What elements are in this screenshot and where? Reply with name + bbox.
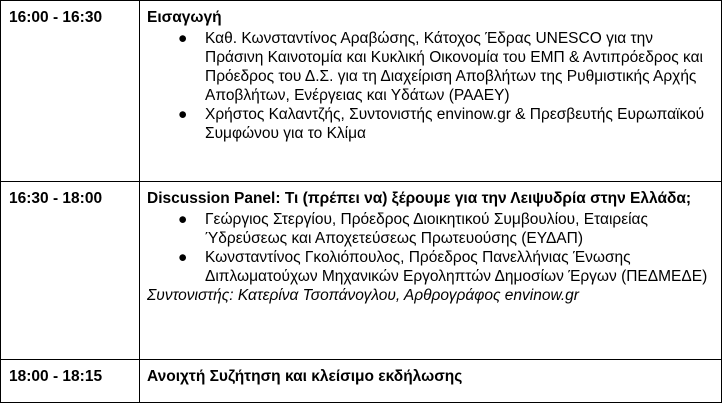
time-slot: 16:00 - 16:30 — [1, 1, 140, 182]
bullet-icon: ● — [178, 30, 188, 47]
speaker-text: Γεώργιος Στεργίου, Πρόεδρος Διοικητικού Συμβουλίου, Εταιρείας Ύδρεύσεως και Αποχετεύσεως Πρωτευούσης (ΕΥΔΑΠ) — [205, 211, 648, 247]
time-slot: 18:00 - 18:15 — [1, 360, 140, 403]
speaker-list — [147, 210, 715, 286]
bullet-icon: ● — [178, 249, 188, 266]
session-title: Discussion Panel: Τι (πρέπει να) ξέρουμε για την Λειψυδρία στην Ελλάδα; — [147, 190, 692, 207]
session-content — [140, 182, 722, 360]
session-content — [140, 1, 722, 182]
agenda-row — [1, 360, 722, 403]
speaker-item — [147, 105, 715, 143]
speaker-list — [147, 29, 715, 143]
speaker-text: Χρήστος Καλαντζής, Συντονιστής envinow.gr & Πρεσβευτής Ευρωπαϊκού Συμφώνου για το Κλίμα — [205, 106, 705, 142]
bullet-icon: ● — [178, 106, 188, 123]
agenda-row — [1, 1, 722, 182]
session-content — [140, 360, 722, 403]
speaker-text: Καθ. Κωνσταντίνος Αραβώσης, Κάτοχος Έδρας UNESCO για την Πράσινη Καινοτομία και Κυκλική Οικονομία του ΕΜΠ & Αντιπρόεδρος και Πρόεδρος του Δ.Σ. για τη Διαχείριση Αποβλήτων της Ρυθμιστικής Αρχής Αποβλήτων, Ενέργειας και Υδάτων (ΡΑΑΕΥ) — [205, 30, 703, 104]
speaker-item — [147, 210, 715, 248]
moderator-line: Συντονιστής: Κατερίνα Τσοπάνογλου, Αρθρογράφος envinow.gr — [147, 287, 579, 304]
speaker-text: Κωνσταντίνος Γκολιόπουλος, Πρόεδρος Πανελλήνιας Ένωσης Διπλωματούχων Μηχανικών Εργοληπτών Δημοσίων Έργων (ΠΕΔΜΕΔΕ) — [205, 249, 708, 285]
session-title: Εισαγωγή — [147, 9, 222, 26]
bullet-icon: ● — [178, 211, 188, 228]
session-title: Ανοιχτή Συζήτηση και κλείσιμο εκδήλωσης — [147, 368, 463, 385]
speaker-item — [147, 29, 715, 105]
time-slot: 16:30 - 18:00 — [1, 182, 140, 360]
speaker-item — [147, 248, 715, 286]
agenda-row — [1, 182, 722, 360]
